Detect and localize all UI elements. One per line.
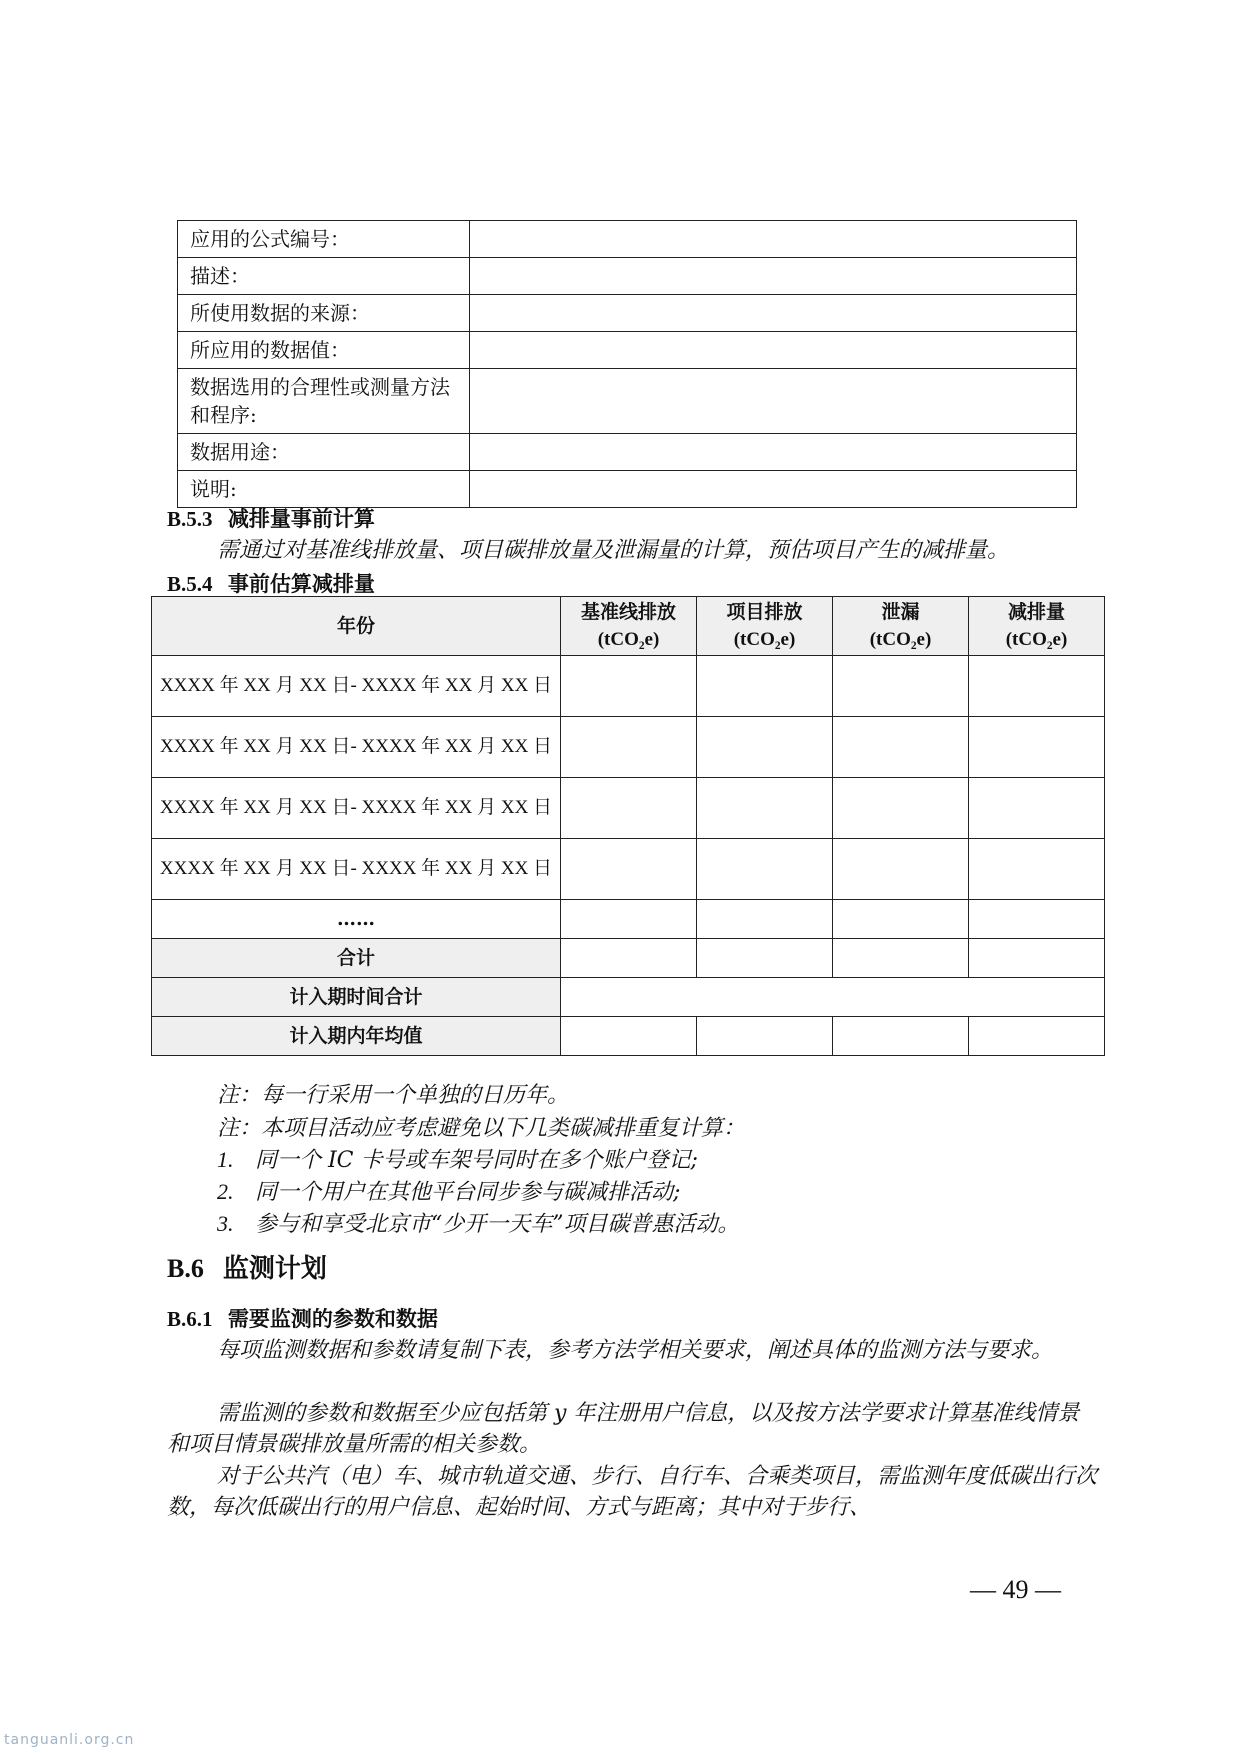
value-cell (833, 900, 969, 939)
value-cell (561, 900, 697, 939)
header-baseline (561, 597, 697, 656)
header-baseline-label: 基准线排放 (580, 601, 676, 623)
period-cell: XXXX 年 XX 月 XX 日- XXXX 年 XX 月 XX 日 (152, 717, 561, 778)
value-cell (969, 900, 1105, 939)
value-cell (561, 1017, 697, 1056)
label-applied-value: 所应用的数据值： (178, 332, 470, 369)
header-unit: (tCO₂e) (1005, 629, 1068, 650)
note-double-counting: 注：本项目活动应考虑避免以下几类碳减排重复计算： (217, 1116, 746, 1141)
value-cell (833, 656, 969, 717)
value-cell (469, 369, 1076, 434)
value-cell (833, 717, 969, 778)
list-number: 1. (217, 1147, 234, 1172)
table-row (152, 900, 1105, 939)
section-b61-heading (167, 1303, 438, 1333)
value-cell (833, 1017, 969, 1056)
value-cell (561, 939, 697, 978)
section-title: 事前估算减排量 (227, 571, 375, 596)
value-cell (969, 717, 1105, 778)
table-row (152, 839, 1105, 900)
label-data-source: 所使用数据的来源： (178, 295, 470, 332)
header-reduction-label: 减排量 (1007, 601, 1065, 623)
value-cell (561, 717, 697, 778)
value-cell (969, 778, 1105, 839)
value-cell (969, 839, 1105, 900)
label-data-purpose: 数据用途： (178, 434, 470, 471)
note-calendar-year: 注：每一行采用一个单独的日历年。 (217, 1083, 570, 1108)
value-cell (833, 778, 969, 839)
section-b53-text: 需通过对基准线排放量、项目碳排放量及泄漏量的计算，预估项目产生的减排量。 (217, 538, 1010, 563)
value-cell (969, 1017, 1105, 1056)
value-cell (969, 656, 1105, 717)
list-item (217, 1143, 698, 1174)
header-leakage-label: 泄漏 (881, 601, 920, 623)
total-label: 合计 (152, 939, 561, 978)
period-cell: XXXX 年 XX 月 XX 日- XXXX 年 XX 月 XX 日 (152, 839, 561, 900)
period-total-row (152, 978, 1105, 1017)
header-project (697, 597, 833, 656)
page-number: — 49 — (970, 1575, 1061, 1604)
value-cell (469, 221, 1076, 258)
value-cell (561, 978, 1105, 1017)
emission-estimate-table (151, 596, 1105, 1056)
table-row (152, 717, 1105, 778)
value-cell (561, 778, 697, 839)
list-number: 3. (217, 1211, 234, 1236)
value-cell (561, 656, 697, 717)
value-cell (469, 471, 1076, 508)
value-cell (697, 778, 833, 839)
list-item (217, 1175, 680, 1206)
value-cell (561, 839, 697, 900)
value-cell (697, 1017, 833, 1056)
section-b6-heading (167, 1248, 327, 1285)
paragraph-transit-projects: 对于公共汽（电）车、城市轨道交通、步行、自行车、合乘类项目，需监测年度低碳出行次数，每次低碳出行的用户信息、起始时间、方式与距离；其中对于步行、 (167, 1464, 1098, 1520)
table-row (178, 221, 1077, 258)
value-cell (697, 900, 833, 939)
value-cell (833, 939, 969, 978)
paragraph-monitoring-table: 每项监测数据和参数请复制下表，参考方法学相关要求，阐述具体的监测方法与要求。 (217, 1338, 1054, 1363)
header-unit: (tCO₂e) (597, 629, 660, 650)
period-average-row (152, 1017, 1105, 1056)
value-cell (697, 717, 833, 778)
label-description: 描述： (178, 258, 470, 295)
ellipsis-cell: …… (152, 900, 561, 939)
period-cell: XXXX 年 XX 月 XX 日- XXXX 年 XX 月 XX 日 (152, 656, 561, 717)
section-number: B.6.1 (167, 1307, 213, 1331)
section-title: 减排量事前计算 (227, 506, 375, 531)
value-cell (697, 839, 833, 900)
label-comment: 说明: (178, 471, 470, 508)
section-title: 需要监测的参数和数据 (227, 1306, 438, 1331)
period-average-label: 计入期内年均值 (152, 1017, 561, 1056)
table-row (178, 471, 1077, 508)
period-cell: XXXX 年 XX 月 XX 日- XXXX 年 XX 月 XX 日 (152, 778, 561, 839)
section-b53-heading (167, 503, 375, 533)
header-year: 年份 (152, 597, 561, 656)
table-row (178, 258, 1077, 295)
value-cell (469, 434, 1076, 471)
section-number: B.5.4 (167, 572, 213, 596)
header-reduction (969, 597, 1105, 656)
table-row (152, 778, 1105, 839)
header-row (152, 597, 1105, 656)
section-b54-heading (167, 568, 375, 598)
value-cell (833, 839, 969, 900)
table-row (152, 656, 1105, 717)
list-number: 2. (217, 1179, 234, 1204)
table-row (178, 295, 1077, 332)
value-cell (969, 939, 1105, 978)
table-row (178, 332, 1077, 369)
total-row (152, 939, 1105, 978)
section-number: B.5.3 (167, 507, 213, 531)
list-item (217, 1207, 740, 1238)
header-unit: (tCO₂e) (733, 629, 796, 650)
header-leakage (833, 597, 969, 656)
section-number: B.6 (167, 1254, 204, 1283)
period-total-label: 计入期时间合计 (152, 978, 561, 1017)
label-formula-number: 应用的公式编号： (178, 221, 470, 258)
parameter-table (177, 220, 1077, 508)
value-cell (469, 295, 1076, 332)
value-cell (697, 939, 833, 978)
paragraph-required-parameters: 需监测的参数和数据至少应包括第 y 年注册用户信息，以及按方法学要求计算基准线情景和项目情景碳排放量所需的相关参数。 (167, 1401, 1080, 1457)
watermark: tanguanli.org.cn (4, 1732, 135, 1748)
table-row (178, 369, 1077, 434)
header-project-label: 项目排放 (726, 601, 803, 623)
list-text: 同一个用户在其他平台同步参与碳减排活动; (255, 1180, 681, 1205)
label-justification: 数据选用的合理性或测量方法和程序: (178, 369, 470, 434)
table-row (178, 434, 1077, 471)
header-unit: (tCO₂e) (869, 629, 932, 650)
value-cell (469, 332, 1076, 369)
value-cell (697, 656, 833, 717)
section-title: 监测计划 (222, 1254, 327, 1284)
list-text: 参与和享受北京市“少开一天车”项目碳普惠活动。 (255, 1212, 740, 1237)
list-text: 同一个 IC 卡号或车架号同时在多个账户登记; (255, 1148, 698, 1173)
value-cell (469, 258, 1076, 295)
